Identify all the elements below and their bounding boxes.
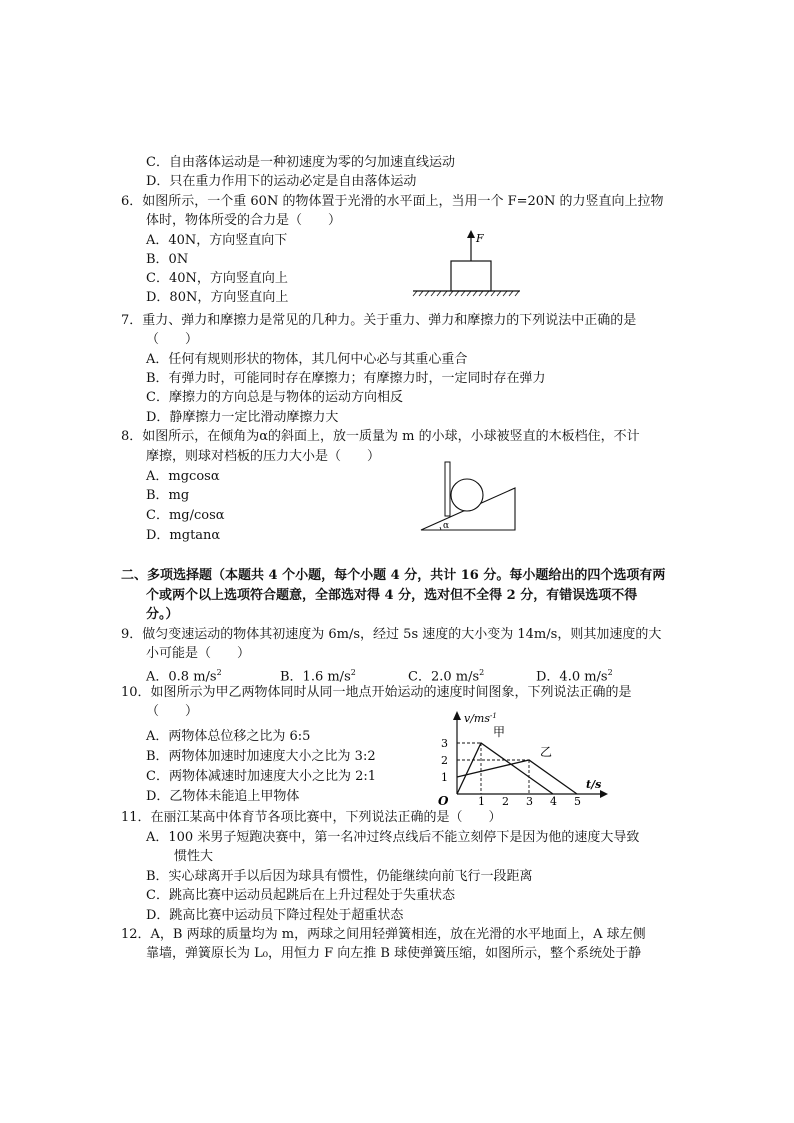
angle-label: α xyxy=(443,521,450,531)
q11-option-d: D．跳高比赛中运动员下降过程处于超重状态 xyxy=(146,908,404,923)
section2-heading-line2: 个或两个以上选项符合题意，全部选对得 4 分，选对但不全得 2 分，有错误选项不得 xyxy=(146,588,638,603)
series-yi-label: 乙 xyxy=(540,745,553,759)
q6-stem-line2: 体时，物体所受的合力是（ ） xyxy=(146,213,342,228)
q6-option-a: A．40N，方向竖直向下 xyxy=(146,233,288,248)
q10-option-c: C．两物体减速时加速度大小之比为 2:1 xyxy=(146,769,377,784)
q7-option-c: C．摩擦力的方向总是与物体的运动方向相反 xyxy=(146,390,403,405)
q6-option-c: C．40N，方向竖直向上 xyxy=(146,271,288,286)
q10-velocity-time-graph xyxy=(430,708,610,810)
block-shape xyxy=(451,261,491,291)
q11-option-c: C．跳高比赛中运动员起跳后在上升过程处于失重状态 xyxy=(146,888,455,903)
q9-stem-line2: 小可能是（ ） xyxy=(146,646,251,661)
q11-option-a-line1: A．100 米男子短跑决赛中，第一名冲过终点线后不能立刻停下是因为他的速度大导致 xyxy=(146,830,640,845)
q6-stem-line1: 6．如图所示，一个重 60N 的物体置于光滑的水平面上，当用一个 F=20N 的力竖直向上拉物 xyxy=(121,194,664,209)
x-tick-label-3: 3 xyxy=(526,795,533,808)
q8-option-b: B．mg xyxy=(146,488,190,503)
q10-option-d: D．乙物体未能追上甲物体 xyxy=(146,789,300,804)
q7-option-d: D．静摩擦力一定比滑动摩擦力大 xyxy=(146,410,339,425)
q6-option-b: B．0N xyxy=(146,252,189,267)
x-tick-label-4: 4 xyxy=(550,795,557,808)
q8-stem-line2: 摩擦，则球对档板的压力大小是（ ） xyxy=(146,449,381,464)
v-axis-label: $v/ms^{-1}$ xyxy=(464,712,497,725)
v-axis-arrow xyxy=(453,711,461,720)
force-arrow-head xyxy=(467,230,475,238)
origin-label: O xyxy=(438,794,449,808)
q9-option-c: C．2.0 $m/s^2$ xyxy=(408,668,485,685)
q8-option-d: D．mgtanα xyxy=(146,528,221,543)
force-label: F xyxy=(476,232,484,245)
q8-figure-ball-on-incline xyxy=(415,458,525,534)
series-line-yi xyxy=(457,760,577,794)
t-axis-label: t/s xyxy=(586,778,602,791)
q10-stem-line2: （ ） xyxy=(146,704,199,719)
q5-option-c: C．自由落体运动是一种初速度为零的匀加速直线运动 xyxy=(146,155,455,170)
t-axis-arrow xyxy=(600,790,608,798)
vertical-board xyxy=(445,462,450,516)
section2-heading-line1: 二、多项选择题（本题共 4 个小题，每个小题 4 分，共计 16 分。每小题给出的四个选项有两 xyxy=(121,568,666,583)
q6-figure-block-on-floor xyxy=(405,228,525,298)
q7-option-b: B．有弹力时，可能同时存在摩擦力；有摩擦力时，一定同时存在弹力 xyxy=(146,371,546,386)
q9-option-d: D．4.0 $m/s^2$ xyxy=(536,668,613,685)
q7-stem-line2: （ ） xyxy=(146,332,199,347)
q11-option-a-line2: 惯性大 xyxy=(174,849,214,864)
y-tick-label-3: 3 xyxy=(441,737,448,750)
y-tick-label-1: 1 xyxy=(441,771,448,784)
q9-option-b: B．1.6 $m/s^2$ xyxy=(280,668,356,685)
q11-stem: 11．在丽江某高中体育节各项比赛中，下列说法正确的是（ ） xyxy=(121,810,502,825)
ball-circle xyxy=(451,479,483,511)
q10-option-b: B．两物体加速时加速度大小之比为 3:2 xyxy=(146,749,376,764)
q5-option-d: D．只在重力作用下的运动必定是自由落体运动 xyxy=(146,174,417,189)
x-tick-label-5: 5 xyxy=(574,795,581,808)
q7-option-a: A．任何有规则形状的物体，其几何中心必与其重心重合 xyxy=(146,352,468,367)
q11-option-b: B．实心球离开手以后因为球具有惯性，仍能继续向前飞行一段距离 xyxy=(146,869,533,884)
y-tick-label-2: 2 xyxy=(441,754,448,767)
q8-stem-line1: 8．如图所示，在倾角为α的斜面上，放一质量为 m 的小球，小球被竖直的木板档住，不计 xyxy=(121,429,640,444)
q9-stem-line1: 9．做匀变速运动的物体其初速度为 6m/s，经过 5s 速度的大小变为 14m/s，则其加速度的大 xyxy=(121,627,662,642)
q6-option-d: D．80N，方向竖直向上 xyxy=(146,290,289,305)
q7-stem-line1: 7．重力、弹力和摩擦力是常见的几种力。关于重力、弹力和摩擦力的下列说法中正确的是 xyxy=(121,313,637,328)
q12-stem-line2: 靠墙，弹簧原长为 L₀，用恒力 F 向左推 B 球使弹簧压缩，如图所示，整个系统处于静 xyxy=(146,946,642,961)
x-tick-label-2: 2 xyxy=(502,795,509,808)
q10-option-a: A．两物体总位移之比为 6:5 xyxy=(146,729,311,744)
q8-option-c: C．mg/cosα xyxy=(146,508,225,523)
series-jia-label: 甲 xyxy=(493,725,506,739)
q10-stem-line1: 10．如图所示为甲乙两物体同时从同一地点开始运动的速度时间图象，下列说法正确的是 xyxy=(121,685,632,700)
section2-heading-line3: 分。） xyxy=(146,607,179,622)
q8-option-a: A．mgcosα xyxy=(146,469,220,484)
x-tick-label-1: 1 xyxy=(478,795,485,808)
q9-option-a: A．0.8 $m/s^2$ xyxy=(146,668,222,685)
floor-hatching xyxy=(413,291,519,296)
q12-stem-line1: 12．A，B 两球的质量均为 m，两球之间用轻弹簧相连，放在光滑的水平地面上，A 球左侧 xyxy=(121,927,646,942)
series-line-jia xyxy=(457,743,553,794)
